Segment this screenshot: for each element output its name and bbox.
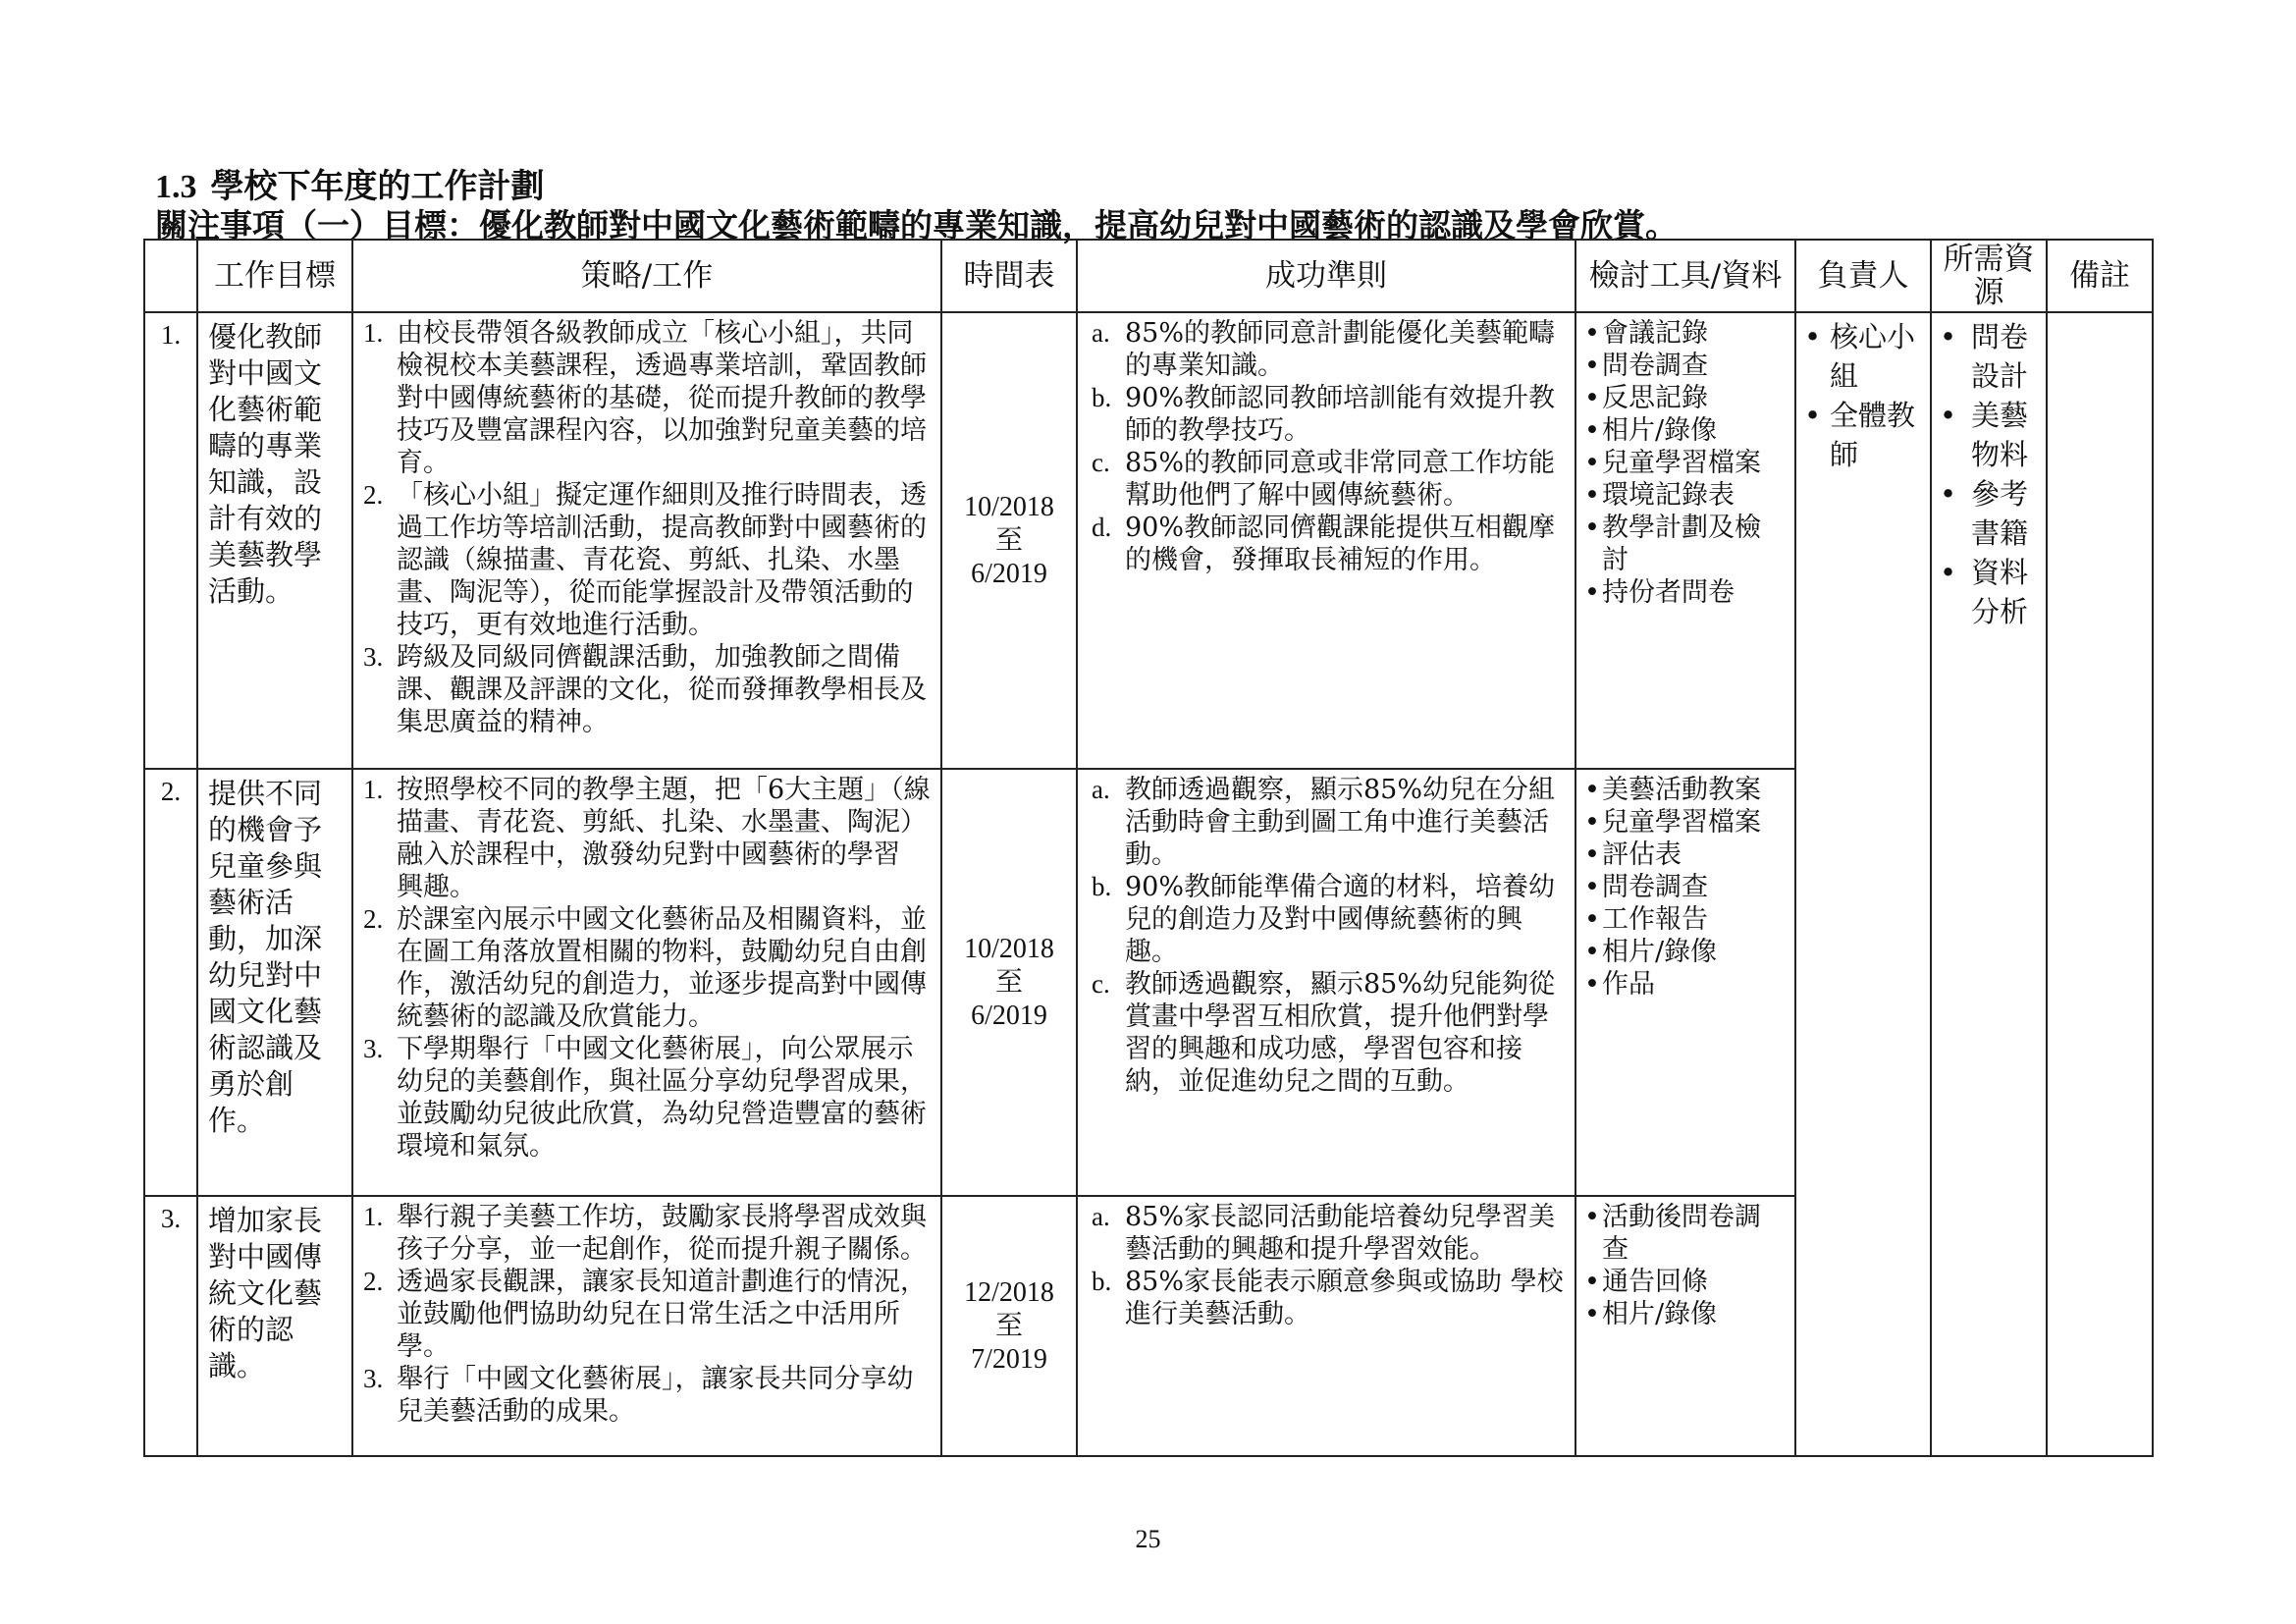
- section-title-text: 學校下年度的工作計劃: [210, 167, 545, 206]
- strategy-item: 3. 舉行「中國文化藝術展」，讓家長共同分享幼兒美藝活動的成果。: [363, 1364, 914, 1427]
- row-criteria: [1077, 769, 1575, 1196]
- criteria-item: a. 85%家長認同活動能培養幼兒學習美藝活動的興趣和提升學習效能。: [1092, 1202, 1556, 1265]
- focus-title: 關注事項（一）目標：優化教師對中國文化藝術範疇的專業知識，提高幼兒對中國藝術的認識及學會欣賞。: [155, 206, 1678, 244]
- tool-item: • 作品: [1584, 969, 1655, 1000]
- tool-item: • 問卷調查: [1584, 351, 1708, 381]
- resource-item: • 問卷設計: [1940, 320, 2028, 393]
- person-item: • 全體教師: [1804, 399, 1916, 471]
- criteria-item: c. 教師透過觀察，顯示85%幼兒能夠從賞畫中學習互相欣賞，提升他們對學習的興趣和成功感，學習包容和接納，並促進幼兒之間的互動。: [1092, 969, 1556, 1097]
- criteria-item: b. 90%教師能準備合適的材料，培養幼兒的創造力及對中國傳統藝術的興趣。: [1092, 872, 1556, 967]
- header-criteria: 成功準則: [1077, 240, 1575, 312]
- row-index: 1.: [144, 312, 197, 769]
- row-remarks: [2047, 312, 2153, 1456]
- work-plan-table: [143, 239, 2154, 1457]
- tool-item: • 教學計劃及檢討: [1584, 513, 1761, 575]
- section-number: 1.3: [155, 169, 197, 205]
- header-strategy: 策略/工作: [352, 240, 941, 312]
- resource-item: • 美藝物料: [1940, 399, 2028, 471]
- criteria-item: d. 90%教師認同儕觀課能提供互相觀摩的機會，發揮取長補短的作用。: [1092, 513, 1556, 575]
- row-goal: 增加家長對中國傳統文化藝術的認識。: [197, 1196, 352, 1456]
- row-strategies: [352, 1196, 941, 1456]
- row-strategies: [352, 769, 941, 1196]
- criteria-item: a. 85%的教師同意計劃能優化美藝範疇的專業知識。: [1092, 318, 1556, 381]
- header-goal: 工作目標: [197, 240, 352, 312]
- tool-item: • 美藝活動教案: [1584, 775, 1761, 805]
- header-resources: 所需資源: [1931, 240, 2047, 312]
- tool-item: • 相片/錄像: [1584, 415, 1718, 446]
- resource-item: • 參考書籍: [1940, 477, 2028, 550]
- criteria-item: c. 85%的教師同意或非常同意工作坊能幫助他們了解中國傳統藝術。: [1092, 448, 1556, 511]
- criteria-item: b. 85%家長能表示願意參與或協助 學校進行美藝活動。: [1092, 1267, 1564, 1329]
- strategy-item: 1. 舉行親子美藝工作坊，鼓勵家長將學習成效與孩子分享，並一起創作，從而提升親子關係。: [363, 1202, 927, 1265]
- strategy-item: 2. 透過家長觀課，讓家長知道計劃進行的情況，並鼓勵他們協助幼兒在日常生活之中活用所學。: [363, 1267, 927, 1362]
- tool-item: • 工作報告: [1584, 904, 1708, 935]
- tool-item: • 兒童學習檔案: [1584, 807, 1761, 838]
- strategy-item: 2. 於課室內展示中國文化藝術品及相關資料，並在圖工角落放置相關的物料，鼓勵幼兒自由創作，激活幼兒的創造力，並逐步提高對中國傳統藝術的認識及欣賞能力。: [363, 904, 927, 1032]
- row-tools: [1575, 312, 1795, 769]
- row-timeline: 10/2018 至 6/2019: [941, 769, 1077, 1196]
- criteria-item: a. 教師透過觀察，顯示85%幼兒在分組活動時會主動到圖工角中進行美藝活動。: [1092, 775, 1556, 870]
- tool-item: • 會議記錄: [1584, 318, 1708, 349]
- row-resources: [1931, 312, 2047, 1456]
- row-strategies: [352, 312, 941, 769]
- strategy-item: 1. 按照學校不同的教學主題，把「6大主題」（線描畫、青花瓷、剪紙、扎染、水墨畫、陶泥）融入於課程中，激發幼兒對中國藝術的學習 興趣。: [363, 775, 931, 902]
- row-tools: [1575, 1196, 1795, 1456]
- strategy-item: 3. 下學期舉行「中國文化藝術展」，向公眾展示幼兒的美藝創作，與社區分享幼兒學習成果，並鼓勵幼兒彼此欣賞，為幼兒營造豐富的藝術環境和氣氛。: [363, 1034, 927, 1162]
- header-timeline: 時間表: [941, 240, 1077, 312]
- header-row: [144, 240, 2153, 312]
- row-criteria: [1077, 312, 1575, 769]
- tool-item: • 問卷調查: [1584, 872, 1708, 902]
- row-goal: 提供不同的機會予兒童參與藝術活動，加深幼兒對中國文化藝術認識及勇於創作。: [197, 769, 352, 1196]
- person-item: • 核心小組: [1804, 320, 1916, 393]
- header-tools: 檢討工具/資料: [1575, 240, 1795, 312]
- table-row: [144, 312, 2153, 769]
- row-tools: [1575, 769, 1795, 1196]
- tool-item: • 通告回條: [1584, 1267, 1708, 1297]
- strategy-item: 1. 由校長帶領各級教師成立「核心小組」，共同檢視校本美藝課程，透過專業培訓，鞏固教師對中國傳統藝術的基礎，從而提升教師的教學技巧及豐富課程內容，以加強對兒童美藝的培育。: [363, 318, 927, 478]
- row-person: [1795, 312, 1931, 1456]
- strategy-item: 3. 跨級及同級同儕觀課活動，加強教師之間備課、觀課及評課的文化，從而發揮教學相長及集思廣益的精神。: [363, 642, 927, 737]
- criteria-item: b. 90%教師認同教師培訓能有效提升教師的教學技巧。: [1092, 383, 1556, 446]
- tool-item: • 評估表: [1584, 839, 1682, 870]
- row-criteria: [1077, 1196, 1575, 1456]
- resource-item: • 資料分析: [1940, 556, 2028, 628]
- header-index: [144, 240, 197, 312]
- row-timeline: 10/2018 至 6/2019: [941, 312, 1077, 769]
- tool-item: • 相片/錄像: [1584, 1299, 1718, 1329]
- row-index: 3.: [144, 1196, 197, 1456]
- strategy-item: 2. 「核心小組」擬定運作細則及推行時間表，透過工作坊等培訓活動，提高教師對中國藝術的認識（線描畫、青花瓷、剪紙、扎染、水墨畫、陶泥等），從而能掌握設計及帶領活動的技巧，更有效地進行活動。: [363, 480, 927, 640]
- tool-item: • 兒童學習檔案: [1584, 448, 1761, 478]
- row-index: 2.: [144, 769, 197, 1196]
- tool-item: • 相片/錄像: [1584, 937, 1718, 967]
- header-person: 負責人: [1795, 240, 1931, 312]
- row-goal: 優化教師對中國文化藝術範疇的專業知識，設計有效的美藝教學活動。: [197, 312, 352, 769]
- tool-item: • 持份者問卷: [1584, 577, 1735, 608]
- tool-item: • 反思記錄: [1584, 383, 1708, 413]
- tool-item: • 環境記錄表: [1584, 480, 1735, 511]
- row-timeline: 12/2018 至 7/2019: [941, 1196, 1077, 1456]
- header-remarks: 備註: [2047, 240, 2153, 312]
- tool-item: • 活動後問卷調查: [1584, 1202, 1761, 1265]
- page-number: 25: [1135, 1525, 1161, 1553]
